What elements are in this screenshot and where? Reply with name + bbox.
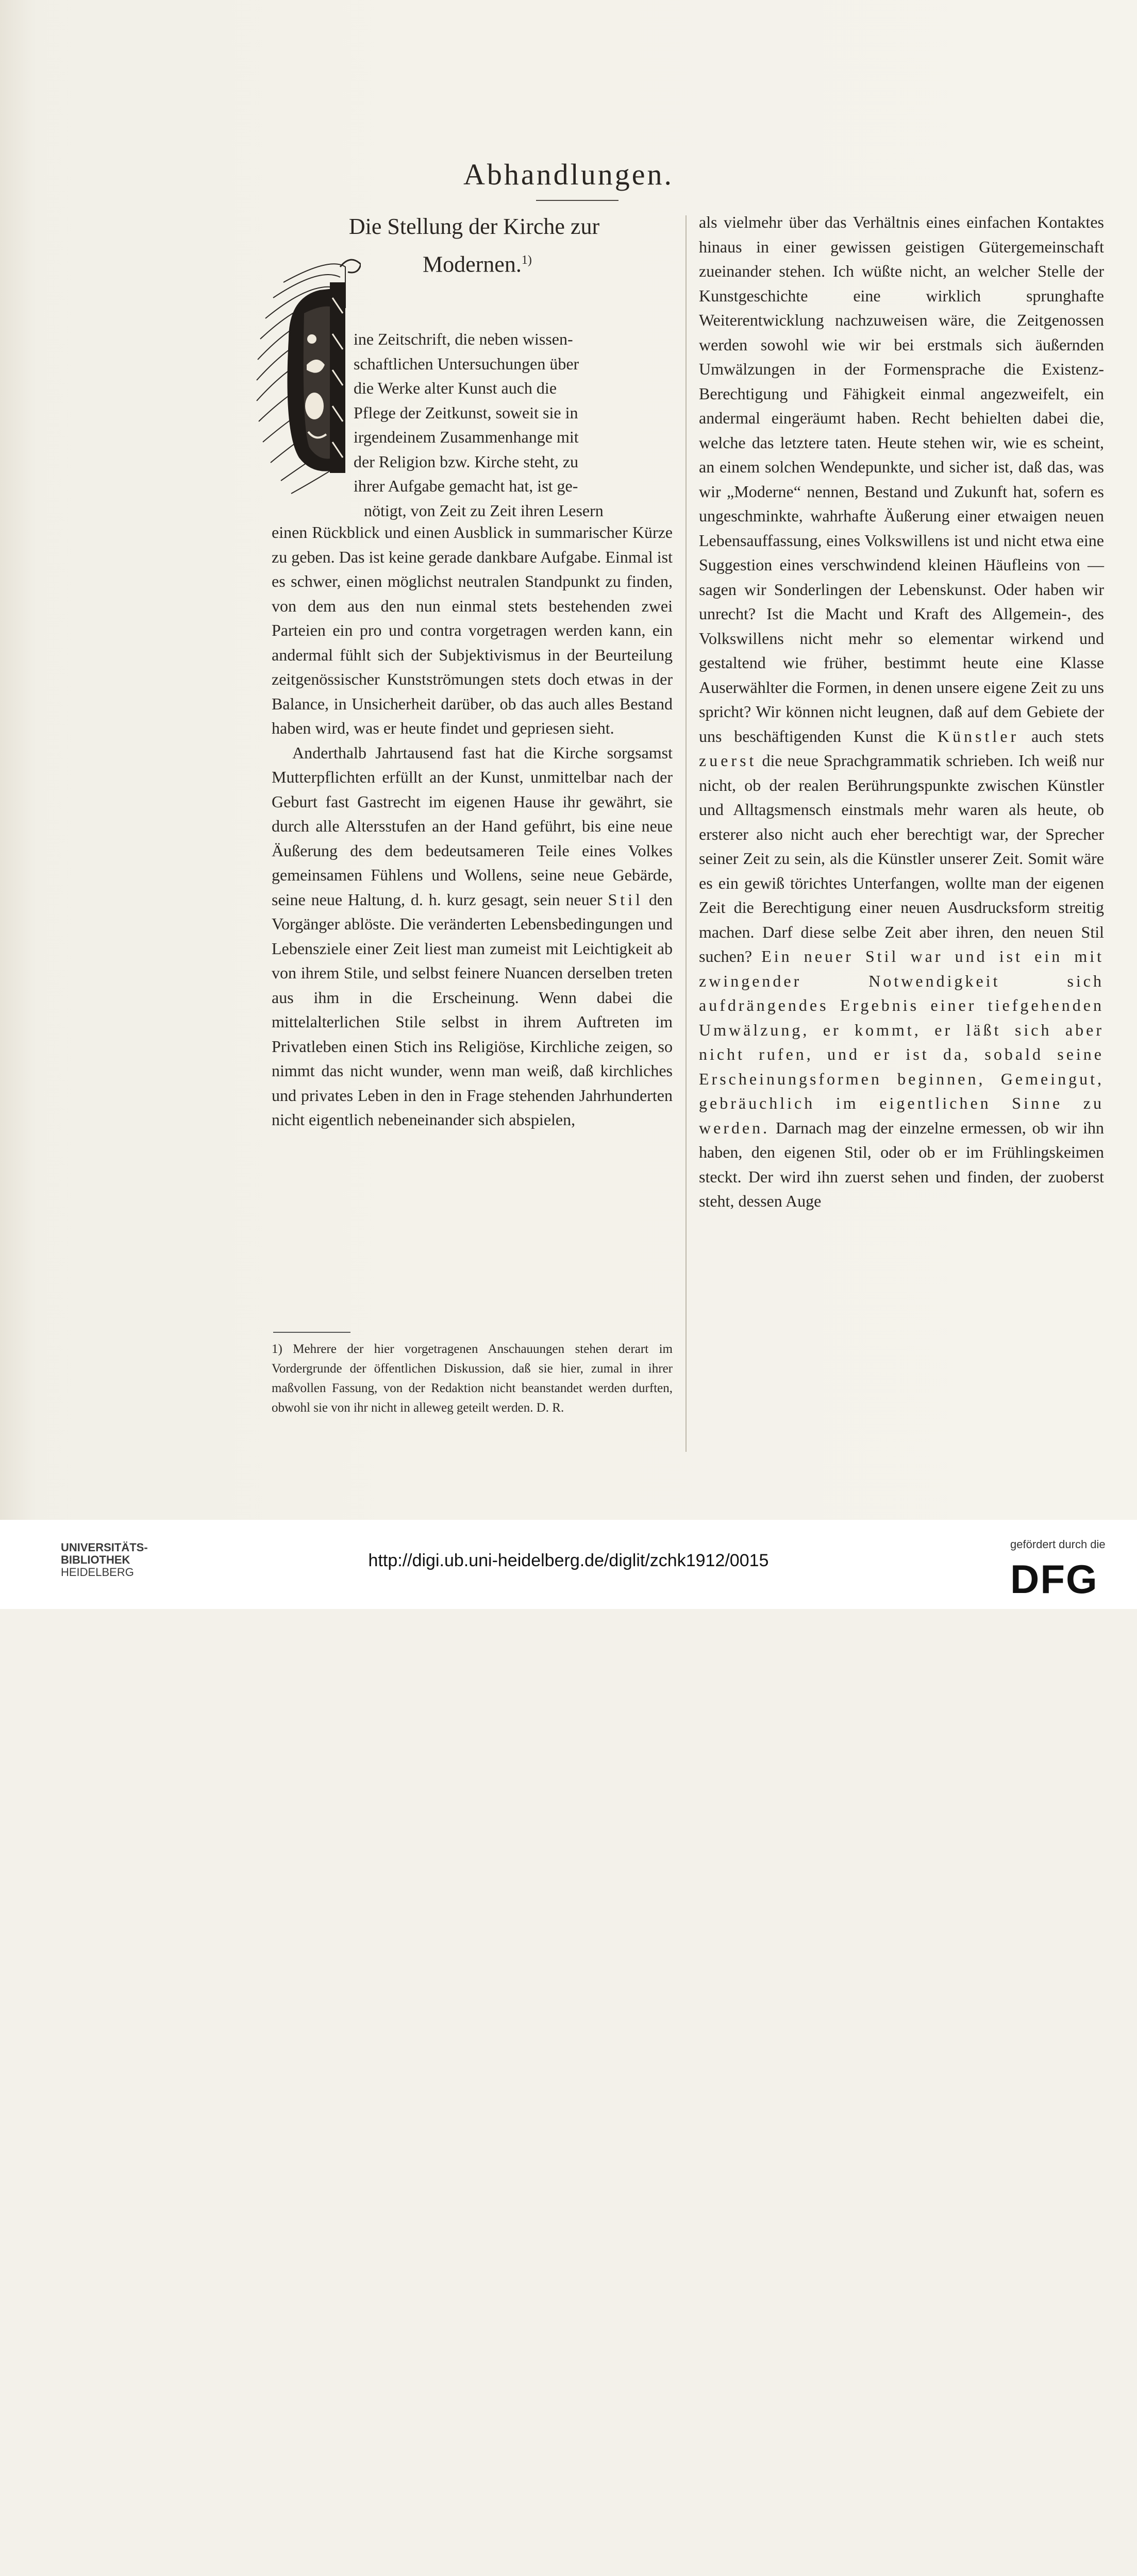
left-paragraph-2b: den Vorgänger ablöste. Die veränderten Lebensbedingungen und Lebensziele einer Zeit liest man zumeist mit Leichtigkeit ab von ihrem Stile, und selbst feinere Nuancen derselben treten aus ihm in die Erscheinung. Wenn dabei die mittelalterlichen Stile selbst in ihrem Auftreten im Privatleben einen Stich ins Religiöse, Kirchliche zeigen, so nimmt das nicht wunder, wenn man weiß, daß kirchliches und privates Leben in den in Frage stehenden Jahrhunderten nicht eigentlich nebeneinander sich abspielen, (272, 890, 673, 1129)
right-text-c: die neue Sprachgrammatik schrieben. Ich weiß nur nicht, ob der realen Berührungspunkte zwischen Künstler und Alltagsmensch einstmals mehr waren als heute, ob ersterer also nicht auch eher berechtigt war, der Sprecher seiner Zeit zu sein, als die Künstler unserer Zeit. Somit wäre es ein gewiß törichtes Unterfangen, wollte man der eigenen Zeit die Berechtigung einer neuen Ausdrucksform streitig machen. Darf diese selbe Zeit aber ihren, den neuen Stil suchen? (699, 751, 1105, 965)
permalink-url[interactable]: http://digi.ub.uni-heidelberg.de/diglit/zchk1912/0015 (368, 1551, 769, 1570)
spaced-word-zuerst: zuerst (699, 751, 757, 770)
dropcap-line: Pflege der Zeitkunst, soweit sie in (354, 403, 578, 422)
right-column (699, 210, 1104, 1214)
section-heading: Abhandlungen. (463, 158, 674, 191)
left-paragraph-1: einen Rückblick und einen Ausblick in summarischer Kürze zu geben. Das ist keine gerade dankbare Aufgabe. Einmal ist es schwer, einen möglichst neutralen Standpunkt zu finden, von dem aus den nun einmal stets bestehenden zwei Parteien ein pro und contra vorgetragen werden kann, ein andermal fühlt sich der Subjektivismus in der Beurteilung zeitgenössischer Kunstströmungen stets doch etwas in der Balance, in Unsicherheit darüber, ob das auch alles Bestand haben wird, was er heute findet und gepriesen sieht. (272, 523, 673, 737)
left-column (272, 520, 673, 1132)
library-name-line2: BIBLIOTHEK (61, 1553, 130, 1566)
footnote-rule (273, 1332, 350, 1333)
library-name-line1: UNIVERSITÄTS- (61, 1541, 148, 1554)
spaced-emphasis: Ein neuer Stil war und ist ein mit zwingender Notwendigkeit sich aufdrängendes Ergebnis einer tiefgehenden Umwälzung, er kommt, er läßt sich aber nicht rufen, und er ist da, sobald seine Erscheinungsformen beginnen, Gemeingut, gebräuchlich im eigentlichen Sinne zu werden. (699, 947, 1104, 1137)
decorated-initial-e-icon (253, 251, 361, 504)
right-text-a: als vielmehr über das Verhältnis eines einfachen Kontaktes hinaus in einer gewissen geistigen Gütergemeinschaft zueinander stehen. Ich wüßte nicht, an welcher Stelle der Kunstgeschichte eine wirklich sprunghafte Weiterentwicklung nachzuweisen wäre, die Zeitgenossen werden sowohl wie wir bei erstmals sich äußernden Umwälzungen in der Formensprache die Existenz-Berechtigung und Fähigkeit einmal angezweifelt, ein andermal eingeräumt haben. Recht behielten dabei die, welche das letztere taten. Heute stehen wir, wie es scheint, an einem solchen Wendepunkte, und sicher ist, daß das, was wir „Moderne“ nennen, Bestand und Zukunft hat, sofern es ungeschminkte, wahrhafte Äußerung einer etwaigen neuen Lebensauffassung, eines Volkswillens ist und nicht etwa eine Suggestion eines verschwindend kleinen Häufleins von — sagen wir Sonderlingen der Lebenskunst. Oder haben wir unrecht? Ist die Macht und Kraft des Allgemein-, des Volkswillens nicht mehr so elementar wirkend und gestaltend wie früher, bestimmt heute eine Klasse Auserwählter die Formen, in denen unsere eigene Zeit zu uns spricht? Wir können nicht leugnen, daß auf dem Gebiete der uns beschäftigenden Kunst die (699, 213, 1104, 745)
footnote: 1) Mehrere der hier vorgetragenen Anschauungen stehen derart im Vordergrunde der öffentlichen Diskussion, daß sie hier, zumal in ihrer maßvollen Fassung, von der Redaktion nicht beanstandet werden durften, obwohl sie von ihr nicht in alleweg geteilt werden. D. R. (272, 1342, 673, 1415)
title-footnote-ref: 1) (521, 253, 532, 267)
library-name-line3: HEIDELBERG (61, 1566, 134, 1579)
dropcap-line: die Werke alter Kunst auch die (354, 379, 557, 397)
dropcap-line: schaftlichen Untersuchungen über (354, 354, 579, 373)
binding-shadow (0, 0, 36, 1520)
column-rule (685, 215, 687, 1452)
article-title (273, 211, 675, 242)
spaced-word-kuenstler: Künstler (937, 726, 1019, 745)
funded-by-label: gefördert durch die (1010, 1538, 1106, 1551)
dropcap-line: ihrer Aufgabe gemacht hat, ist ge- (354, 477, 578, 495)
left-paragraph-2 (272, 741, 673, 1132)
dropcap-line: der Religion bzw. Kirche steht, zu (354, 452, 579, 471)
dropcap-line: ine Zeitschrift, die neben wissen- (354, 330, 573, 348)
heading-rule (536, 200, 618, 201)
dropcap-line: nötigt, von Zeit zu Zeit ihren Lesern (364, 501, 604, 520)
left-paragraph-2a: Anderthalb Jahrtausend fast hat die Kirche sorgsamst Mutterpflichten erfüllt an der Kunst, unmittelbar nach der Geburt fast Gastrecht im eigenen Hause ihr gewährt, sie durch alle Altersstufen an der Hand geführt, bis eine neue Äußerung des dem bedeutsameren Teile eines Volkes gemeinsamen Fühlens und Wollens, seine neue Gebärde, seine neue Haltung, d. h. kurz gesagt, sein neuer (272, 743, 673, 909)
spaced-word-stil: Stil (608, 890, 643, 909)
right-text-b: auch stets (1031, 726, 1104, 745)
article-title-line2 (423, 245, 532, 280)
right-paragraph (699, 210, 1104, 1214)
article-title-line1: Die Stellung der Kirche zur (348, 214, 600, 239)
dropcap-paragraph (354, 327, 673, 523)
right-text-d: Darnach mag der einzelne ermessen, ob wir ihn haben, den eigenen Stil, oder ob er im Frühlingskeimen steckt. Der wird ihn zuerst sehen und finden, der zuoberst steht, dessen Auge (699, 1118, 1105, 1210)
article-title-modernen: Modernen. (423, 251, 522, 277)
dropcap-line: irgendeinem Zusammenhange mit (354, 428, 579, 446)
dfg-logo: DFG (1010, 1556, 1098, 1602)
